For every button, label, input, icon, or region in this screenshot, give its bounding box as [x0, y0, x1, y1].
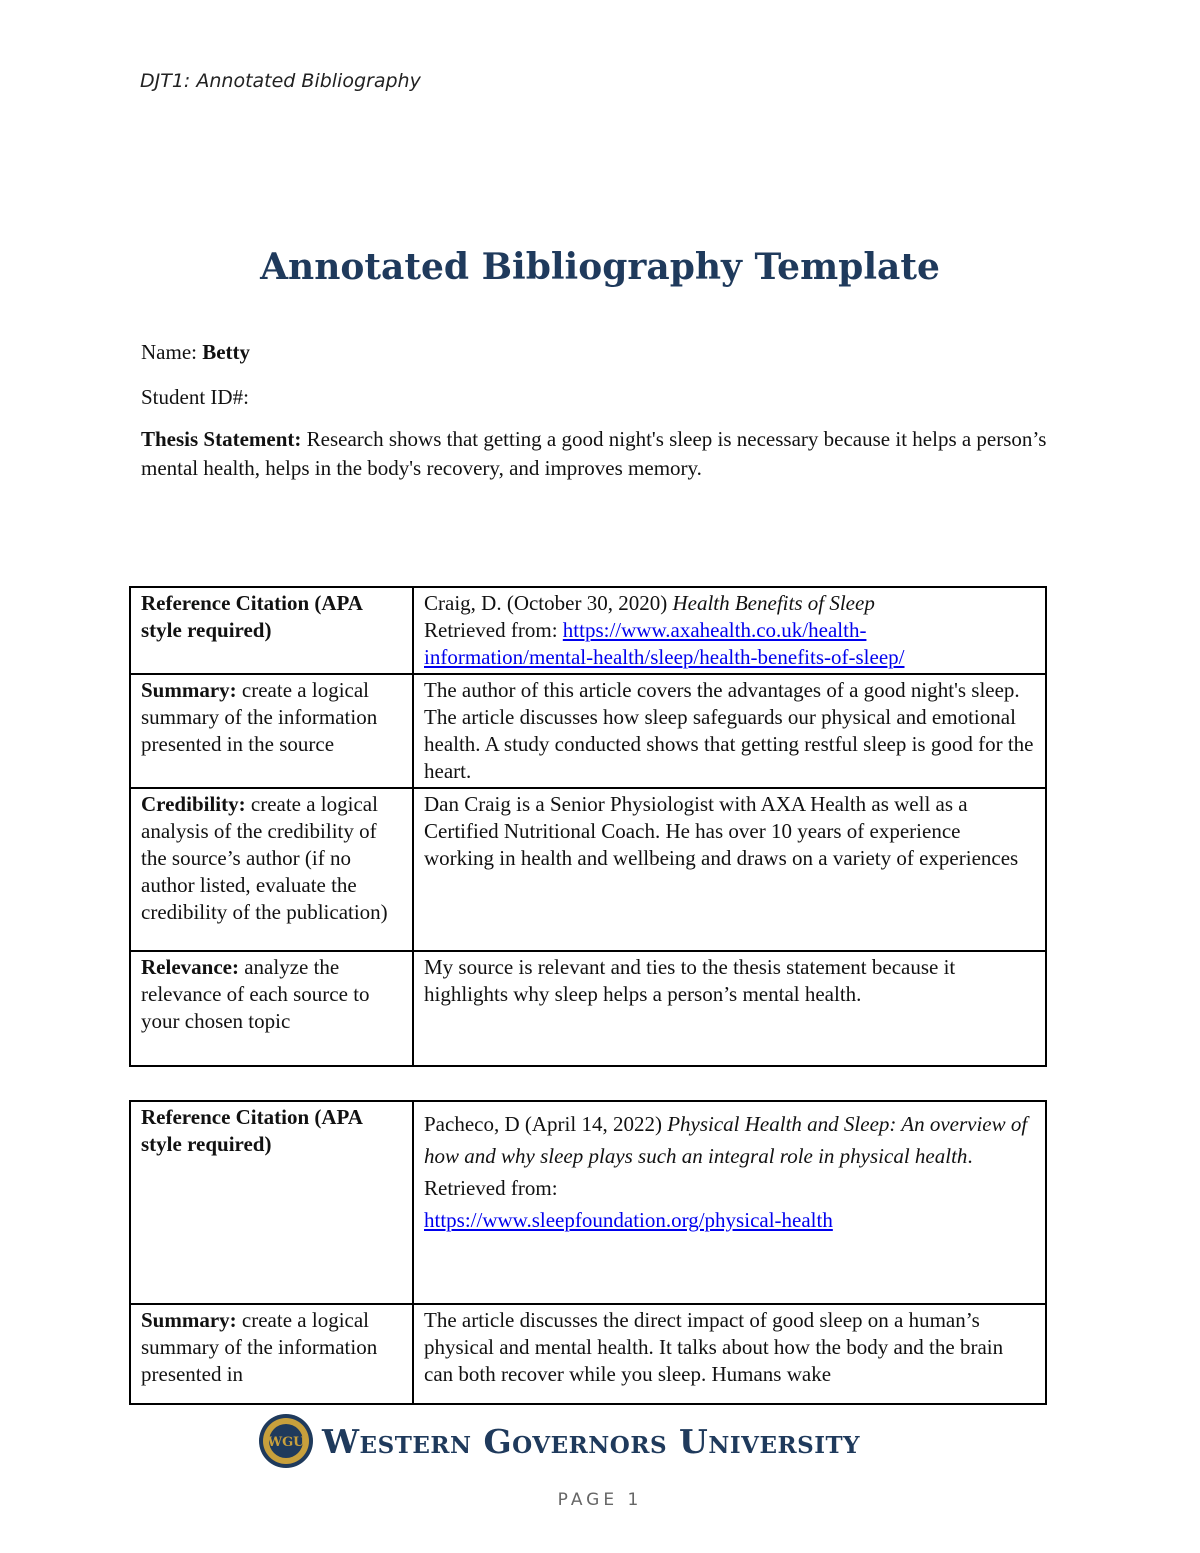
citation-retrieved: Retrieved from:	[424, 618, 563, 642]
citation-label-cell	[130, 587, 413, 674]
thesis-text: Research shows that getting a good night's sleep is necessary because it helps a person’s mental health, helps in the body's recovery, and improves memory.	[141, 427, 1047, 480]
citation-link[interactable]: https://www.sleepfoundation.org/physical-health	[424, 1208, 833, 1232]
name-label: Name:	[141, 340, 203, 364]
page-title: Annotated Bibliography Template	[260, 246, 940, 288]
citation-label: Reference Citation (APA style required)	[141, 591, 362, 642]
citation-cell	[413, 587, 1046, 674]
citation-title: Health Benefits of Sleep	[672, 591, 875, 615]
document-header: DJT1: Annotated Bibliography	[140, 70, 421, 92]
credibility-label-cell	[130, 788, 413, 951]
summary-cell: The author of this article covers the advantages of a good night's sleep. The article discusses how sleep safeguards our physical and emotional health. A study conducted shows that getting restful sleep is good for the heart.	[413, 674, 1046, 788]
relevance-desc: analyze the relevance of each source to your chosen topic	[141, 955, 370, 1033]
citation-label: Reference Citation (APA style required)	[141, 1105, 362, 1156]
credibility-desc: create a logical analysis of the credibility of the source’s author (if no author listed, evaluate the credibility of the publication)	[141, 792, 388, 924]
seal-initials: WGU	[267, 1435, 305, 1450]
relevance-cell: My source is relevant and ties to the thesis statement because it highlights why sleep helps a person’s mental health.	[413, 951, 1046, 1066]
citation-retrieved: . Retrieved from:	[424, 1144, 973, 1200]
credibility-label: Credibility:	[141, 792, 246, 816]
wgu-seal-icon	[258, 1413, 314, 1469]
summary-desc: create a logical summary of the information presented in	[141, 1308, 378, 1386]
page-number: PAGE 1	[557, 1490, 643, 1510]
citation-prefix: Pacheco, D (April 14, 2022)	[424, 1112, 668, 1136]
summary-label-cell	[130, 674, 413, 788]
citation-title: Physical Health and Sleep: An overview of how and why sleep plays such an integral role in physical health	[424, 1112, 1028, 1168]
table-row	[130, 1101, 1046, 1304]
name-field	[141, 338, 250, 367]
summary-label: Summary:	[141, 678, 237, 702]
citation-label-cell	[130, 1101, 413, 1304]
table-row	[130, 587, 1046, 674]
citation-prefix: Craig, D. (October 30, 2020)	[424, 591, 673, 615]
thesis-statement	[141, 425, 1071, 483]
summary-label-cell	[130, 1304, 413, 1404]
university-logo	[258, 1413, 860, 1469]
table-row	[130, 1304, 1046, 1404]
thesis-label: Thesis Statement:	[141, 427, 302, 451]
bibliography-table-1	[129, 586, 1047, 1067]
citation-link[interactable]: https://www.axahealth.co.uk/health-information/mental-health/sleep/health-benefits-of-sleep/	[424, 618, 905, 669]
student-id-field	[141, 383, 249, 412]
summary-label: Summary:	[141, 1308, 237, 1332]
bibliography-table-2	[129, 1100, 1047, 1405]
name-value: Betty	[202, 340, 251, 364]
summary-desc: create a logical summary of the information presented in the source	[141, 678, 378, 756]
relevance-label: Relevance:	[141, 955, 239, 979]
university-name: Western Governors University	[322, 1421, 861, 1461]
table-row	[130, 951, 1046, 1066]
citation-cell	[413, 1101, 1046, 1304]
table-row	[130, 674, 1046, 788]
student-id-label: Student ID#:	[141, 385, 249, 409]
credibility-cell: Dan Craig is a Senior Physiologist with AXA Health as well as a Certified Nutritional Coach. He has over 10 years of experience working in health and wellbeing and draws on a variety of experiences	[413, 788, 1046, 951]
relevance-label-cell	[130, 951, 413, 1066]
summary-cell: The article discusses the direct impact of good sleep on a human’s physical and mental health. It talks about how the body and the brain can both recover while you sleep. Humans wake	[413, 1304, 1046, 1404]
table-row	[130, 788, 1046, 951]
